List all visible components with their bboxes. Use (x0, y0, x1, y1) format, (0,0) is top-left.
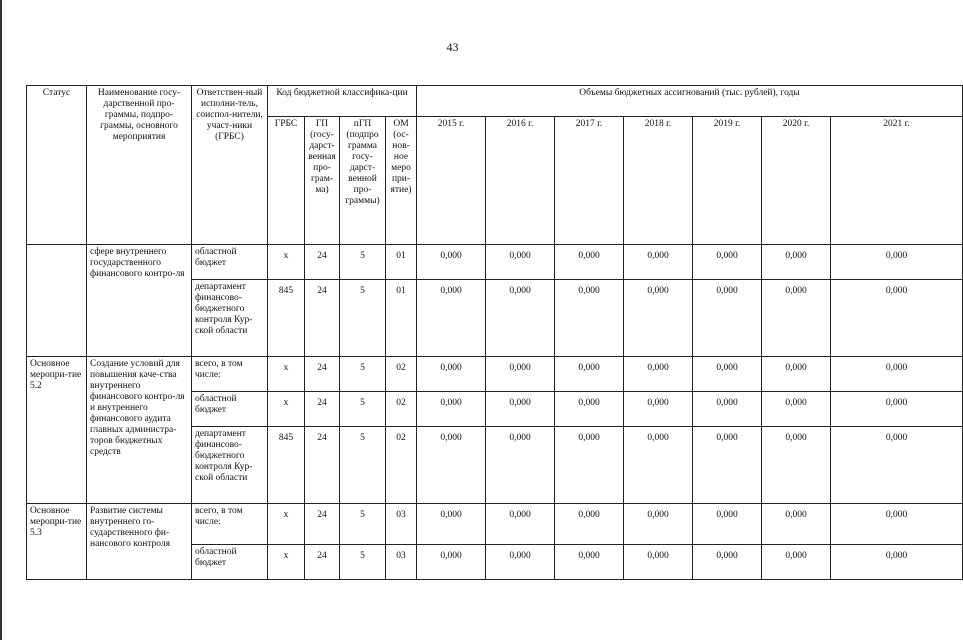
value-cell: 0,000 (624, 357, 693, 392)
value-cell: 0,000 (831, 392, 963, 427)
table-row (27, 504, 963, 545)
value-cell: 0,000 (831, 545, 963, 580)
grbs-cell: x (268, 545, 305, 580)
value-cell: 0,000 (831, 427, 963, 504)
header-grbs: ГРБС (268, 117, 305, 245)
header-year: 2021 г. (831, 117, 963, 245)
om-cell: 03 (386, 545, 417, 580)
header-responsible: Ответствен-ный исполни-тель, соиспол-нители, участ-ники (ГРБС) (192, 86, 268, 245)
table-row (27, 245, 963, 280)
value-cell: 0,000 (693, 280, 762, 357)
pgp-cell: 5 (340, 392, 386, 427)
header-year: 2015 г. (417, 117, 486, 245)
value-cell: 0,000 (417, 427, 486, 504)
grbs-cell: 845 (268, 280, 305, 357)
om-cell: 02 (386, 427, 417, 504)
header-year: 2017 г. (555, 117, 624, 245)
om-cell: 01 (386, 245, 417, 280)
value-cell: 0,000 (693, 427, 762, 504)
status-cell: Основное меропри-тие 5.2 (27, 357, 87, 504)
value-cell: 0,000 (624, 245, 693, 280)
value-cell: 0,000 (762, 545, 831, 580)
value-cell: 0,000 (624, 280, 693, 357)
om-cell: 02 (386, 392, 417, 427)
om-cell: 03 (386, 504, 417, 545)
pgp-cell: 5 (340, 245, 386, 280)
value-cell: 0,000 (417, 280, 486, 357)
value-cell: 0,000 (624, 427, 693, 504)
value-cell: 0,000 (762, 392, 831, 427)
gp-cell: 24 (305, 392, 340, 427)
value-cell: 0,000 (486, 545, 555, 580)
header-year: 2016 г. (486, 117, 555, 245)
header-name: Наименование госу-дарственной про-граммы, подпро-граммы, основного мероприятия (87, 86, 192, 245)
gp-cell: 24 (305, 245, 340, 280)
gp-cell: 24 (305, 504, 340, 545)
value-cell: 0,000 (693, 545, 762, 580)
value-cell: 0,000 (762, 427, 831, 504)
grbs-cell: 845 (268, 427, 305, 504)
header-om: ОМ (ос-нов-ное меро при-ятие) (386, 117, 417, 245)
responsible-cell: областной бюджет (192, 392, 268, 427)
value-cell: 0,000 (486, 245, 555, 280)
pgp-cell: 5 (340, 427, 386, 504)
responsible-cell: департамент финансово-бюджетного контроля Кур-ской области (192, 427, 268, 504)
value-cell: 0,000 (555, 504, 624, 545)
header-budget-volumes: Объемы бюджетных ассигнований (тыс. рублей), годы (417, 86, 963, 117)
responsible-cell: всего, в том числе: (192, 504, 268, 545)
value-cell: 0,000 (555, 357, 624, 392)
value-cell: 0,000 (555, 392, 624, 427)
pgp-cell: 5 (340, 504, 386, 545)
value-cell: 0,000 (762, 245, 831, 280)
gp-cell: 24 (305, 427, 340, 504)
page-number: 43 (446, 40, 459, 54)
value-cell: 0,000 (417, 245, 486, 280)
value-cell: 0,000 (693, 504, 762, 545)
measure-name-cell: Развитие системы внутреннего го-сударственного фи-нансового контроля (87, 504, 192, 580)
value-cell: 0,000 (624, 504, 693, 545)
value-cell: 0,000 (624, 545, 693, 580)
responsible-cell: всего, в том числе: (192, 357, 268, 392)
value-cell: 0,000 (486, 504, 555, 545)
gp-cell: 24 (305, 280, 340, 357)
value-cell: 0,000 (693, 392, 762, 427)
responsible-cell: департамент финансово-бюджетного контроля Кур-ской области (192, 280, 268, 357)
gp-cell: 24 (305, 357, 340, 392)
value-cell: 0,000 (486, 392, 555, 427)
value-cell: 0,000 (762, 357, 831, 392)
value-cell: 0,000 (417, 392, 486, 427)
value-cell: 0,000 (486, 357, 555, 392)
budget-table (26, 85, 963, 580)
responsible-cell: областной бюджет (192, 545, 268, 580)
value-cell: 0,000 (555, 245, 624, 280)
gp-cell: 24 (305, 545, 340, 580)
table-row (27, 357, 963, 392)
value-cell: 0,000 (831, 245, 963, 280)
value-cell: 0,000 (693, 357, 762, 392)
header-pgp: пГП (подпро грамма госу-дарст-венной про-граммы) (340, 117, 386, 245)
pgp-cell: 5 (340, 280, 386, 357)
header-row-1 (27, 86, 963, 117)
value-cell: 0,000 (417, 504, 486, 545)
status-cell: Основное меропри-тие 5.3 (27, 504, 87, 580)
header-budget-code: Код бюджетной классифика-ции (268, 86, 417, 117)
header-gp: ГП (госу-дарст-венная про-грам-ма) (305, 117, 340, 245)
value-cell: 0,000 (831, 280, 963, 357)
value-cell: 0,000 (831, 357, 963, 392)
header-status: Статус (27, 86, 87, 245)
value-cell: 0,000 (555, 280, 624, 357)
grbs-cell: x (268, 245, 305, 280)
value-cell: 0,000 (555, 545, 624, 580)
om-cell: 01 (386, 280, 417, 357)
value-cell: 0,000 (693, 245, 762, 280)
header-year: 2018 г. (624, 117, 693, 245)
page-edge-line (0, 0, 2, 640)
pgp-cell: 5 (340, 545, 386, 580)
header-year: 2019 г. (693, 117, 762, 245)
value-cell: 0,000 (762, 504, 831, 545)
value-cell: 0,000 (486, 280, 555, 357)
header-year: 2020 г. (762, 117, 831, 245)
value-cell: 0,000 (762, 280, 831, 357)
measure-name-cell: Создание условий для повышения каче-ства внутреннего финансового контро-ля и внутреннего финансового аудита главных администра-торов бюджетных средств (87, 357, 192, 504)
value-cell: 0,000 (831, 504, 963, 545)
value-cell: 0,000 (555, 427, 624, 504)
responsible-cell: областной бюджет (192, 245, 268, 280)
measure-name-cell: сфере внутреннего государственного финансового контро-ля (87, 245, 192, 357)
grbs-cell: x (268, 357, 305, 392)
value-cell: 0,000 (417, 357, 486, 392)
grbs-cell: x (268, 392, 305, 427)
value-cell: 0,000 (624, 392, 693, 427)
value-cell: 0,000 (417, 545, 486, 580)
pgp-cell: 5 (340, 357, 386, 392)
value-cell: 0,000 (486, 427, 555, 504)
om-cell: 02 (386, 357, 417, 392)
grbs-cell: x (268, 504, 305, 545)
status-cell (27, 245, 87, 357)
